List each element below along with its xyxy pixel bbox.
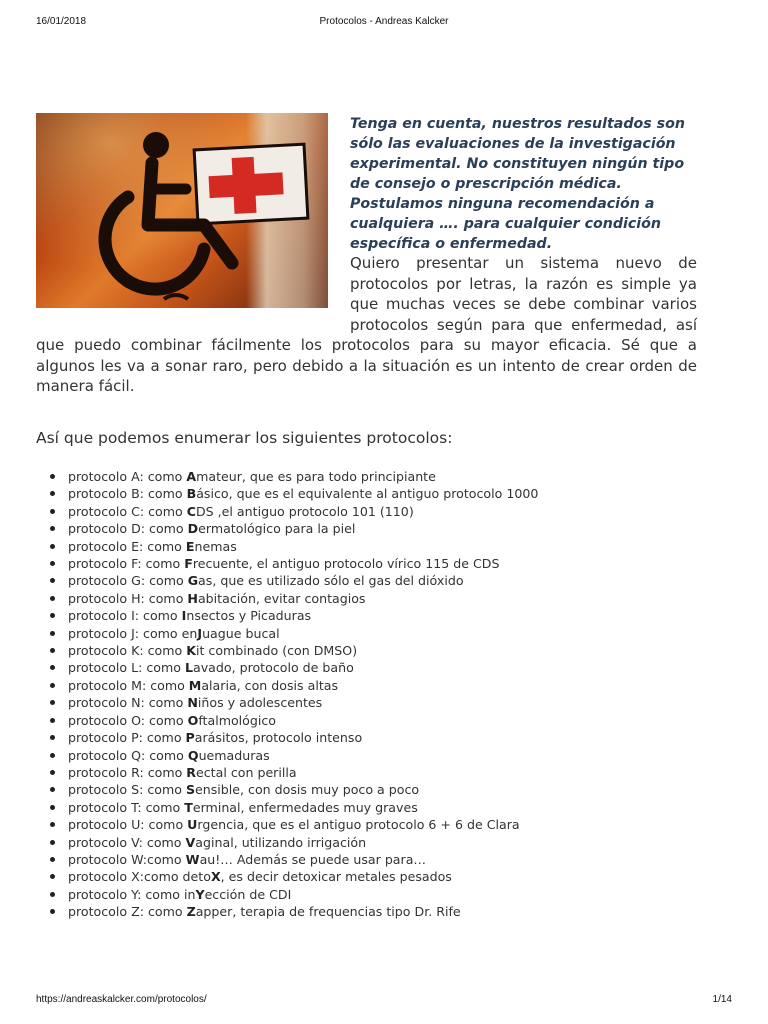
protocol-description: ensible, con dosis muy poco a poco — [195, 782, 420, 798]
protocol-item — [36, 694, 697, 711]
protocol-letter: J — [197, 625, 203, 641]
protocol-letter: A — [186, 469, 197, 484]
protocol-letter: V — [185, 834, 196, 850]
protocol-description: ásico, que es el equivalente al antiguo protocolo 1000 — [196, 486, 539, 502]
intro-block — [36, 253, 697, 397]
protocol-letter: R — [186, 764, 196, 780]
protocol-text: protocolo R: como — [68, 764, 187, 780]
protocol-text: protocolo E: como — [68, 538, 186, 554]
protocol-description: aginal, utilizando irrigación — [195, 834, 367, 850]
protocol-letter: P — [185, 730, 195, 746]
protocol-text: protocolo S: como — [68, 782, 186, 798]
protocol-item — [36, 468, 697, 485]
protocol-letter: Y — [195, 886, 205, 902]
protocol-description: au!… Además se puede usar para… — [199, 851, 427, 867]
protocol-description: erminal, enfermedades muy graves — [192, 799, 418, 815]
protocol-text: protocolo T: como — [68, 799, 185, 815]
protocol-item — [36, 886, 697, 903]
protocol-description: avado, protocolo de baño — [192, 660, 354, 676]
protocol-description: mateur, que es para todo principiante — [196, 469, 436, 484]
protocol-description: nsectos y Picaduras — [186, 608, 312, 624]
protocol-item — [36, 834, 697, 851]
protocol-letter: K — [186, 643, 196, 659]
protocol-text: protocolo X:como deto — [68, 869, 211, 885]
list-lead-text: Así que podemos enumerar los siguientes protocolos: — [36, 429, 453, 447]
protocol-text: protocolo W:como — [68, 851, 186, 867]
protocol-text: protocolo J: como en — [68, 625, 198, 641]
protocol-description: alaria, con dosis altas — [201, 677, 339, 693]
protocol-letter: I — [181, 608, 187, 624]
protocol-letter: T — [184, 799, 193, 815]
protocol-text: protocolo G: como — [68, 573, 188, 589]
protocol-description: DS ,el antiguo protocolo 101 (110) — [195, 503, 414, 519]
protocol-description: ección de CDI — [204, 886, 292, 902]
protocol-letter: Z — [186, 904, 196, 920]
figure-head — [143, 132, 169, 158]
protocol-item — [36, 747, 697, 764]
protocol-letter: C — [186, 503, 196, 519]
intro-paragraph: Quiero presentar un sistema nuevo de protocolos por letras, la razón es simple ya que muchas veces se debe combinar varios protocolos según para que enfermedad, así que puedo combinar fácilmente los protocolos para su mayor eficacia. Sé que a algunos les va a sonar raro, pero debido a la situación es un intento de crear orden de manera fácil. — [36, 254, 697, 395]
protocol-item — [36, 868, 697, 885]
protocol-description: nemas — [194, 538, 237, 554]
protocol-description: arásitos, protocolo intenso — [194, 730, 363, 746]
protocol-item — [36, 520, 697, 537]
page-title: Protocolos - Andreas Kalcker — [319, 16, 449, 27]
protocol-item — [36, 677, 697, 694]
protocol-description: uague bucal — [202, 625, 280, 641]
protocol-letter: M — [188, 677, 202, 693]
protocol-description: iños y adolescentes — [197, 695, 323, 711]
protocol-text: protocolo B: como — [68, 486, 187, 502]
protocol-description: apper, terapia de frequencias tipo Dr. Rife — [195, 904, 461, 920]
protocol-description: abitación, evitar contagios — [197, 590, 366, 606]
protocol-letter: S — [185, 782, 196, 798]
protocol-letter: F — [184, 556, 193, 572]
protocol-text: protocolo D: como — [68, 521, 188, 537]
protocol-item — [36, 903, 697, 920]
protocol-text: protocolo C: como — [68, 503, 187, 519]
protocol-item — [36, 625, 697, 642]
protocol-letter: B — [186, 486, 197, 502]
protocol-letter: U — [187, 817, 198, 833]
protocol-item — [36, 851, 697, 868]
intro-wrap-spacer — [36, 253, 350, 335]
protocol-text: protocolo Q: como — [68, 747, 188, 763]
protocol-description: ftalmológico — [198, 712, 277, 728]
protocol-description: ermatológico para la piel — [198, 521, 356, 537]
protocol-item — [36, 572, 697, 589]
protocol-item — [36, 781, 697, 798]
protocol-item — [36, 607, 697, 624]
protocol-description: recuente, el antiguo protocolo vírico 115 de CDS — [192, 556, 500, 572]
page-number: 1/14 — [712, 994, 732, 1005]
protocol-description: as, que es utilizado sólo el gas del dióxido — [198, 573, 464, 589]
protocol-letter: W — [185, 851, 200, 867]
protocol-letter: L — [184, 660, 193, 676]
protocol-text: protocolo Y: como in — [68, 886, 196, 902]
red-cross-horizontal — [209, 172, 284, 198]
protocol-item — [36, 485, 697, 502]
protocol-letter: G — [187, 573, 199, 589]
protocol-description: rgencia, que es el antiguo protocolo 6 + 6 de Clara — [197, 817, 520, 833]
protocol-letter: N — [187, 695, 198, 711]
protocol-text: protocolo U: como — [68, 817, 188, 833]
protocol-description: ectal con perilla — [196, 764, 297, 780]
protocol-text: protocolo V: como — [68, 834, 186, 850]
protocol-description: it combinado (con DMSO) — [195, 643, 358, 659]
protocol-item — [36, 712, 697, 729]
protocol-letter: Q — [187, 747, 199, 763]
protocol-letter: D — [187, 521, 199, 537]
protocol-item — [36, 538, 697, 555]
protocol-item — [36, 799, 697, 816]
protocol-text: protocolo I: como — [68, 608, 182, 624]
protocol-list — [36, 468, 697, 921]
protocol-item — [36, 816, 697, 833]
page-url: https://andreaskalcker.com/protocolos/ — [36, 994, 207, 1005]
protocol-letter: H — [187, 590, 198, 606]
protocol-text: protocolo K: como — [68, 643, 187, 659]
protocol-letter: X — [210, 869, 221, 885]
protocol-description: , es decir detoxicar metales pesados — [220, 869, 452, 885]
print-date: 16/01/2018 — [36, 16, 87, 27]
protocol-text: protocolo N: como — [68, 695, 188, 711]
protocol-item — [36, 642, 697, 659]
protocol-item — [36, 555, 697, 572]
protocol-text: protocolo Z: como — [68, 904, 187, 920]
protocol-text: protocolo F: como — [68, 556, 185, 572]
protocol-item — [36, 659, 697, 676]
protocol-text: protocolo A: como — [68, 469, 187, 484]
protocol-letter: E — [185, 538, 195, 554]
protocol-text: protocolo H: como — [68, 590, 188, 606]
protocol-item — [36, 590, 697, 607]
protocol-text: protocolo O: como — [68, 712, 188, 728]
disclaimer-notice: Tenga en cuenta, nuestros resultados son sólo las evaluaciones de la investigación experimental. No constituyen ningún tipo de consejo o prescripción médica. Postulamos ninguna recomendación a cualquiera …. para cualquier condición específica o enfermedad. — [350, 116, 685, 252]
protocol-text: protocolo L: como — [68, 660, 185, 676]
protocol-text: protocolo M: como — [68, 677, 189, 693]
protocol-item — [36, 729, 697, 746]
protocol-text: protocolo P: como — [68, 730, 186, 746]
protocol-item — [36, 764, 697, 781]
protocol-description: uemaduras — [198, 747, 270, 763]
protocol-item — [36, 503, 697, 520]
protocol-letter: O — [187, 712, 199, 728]
